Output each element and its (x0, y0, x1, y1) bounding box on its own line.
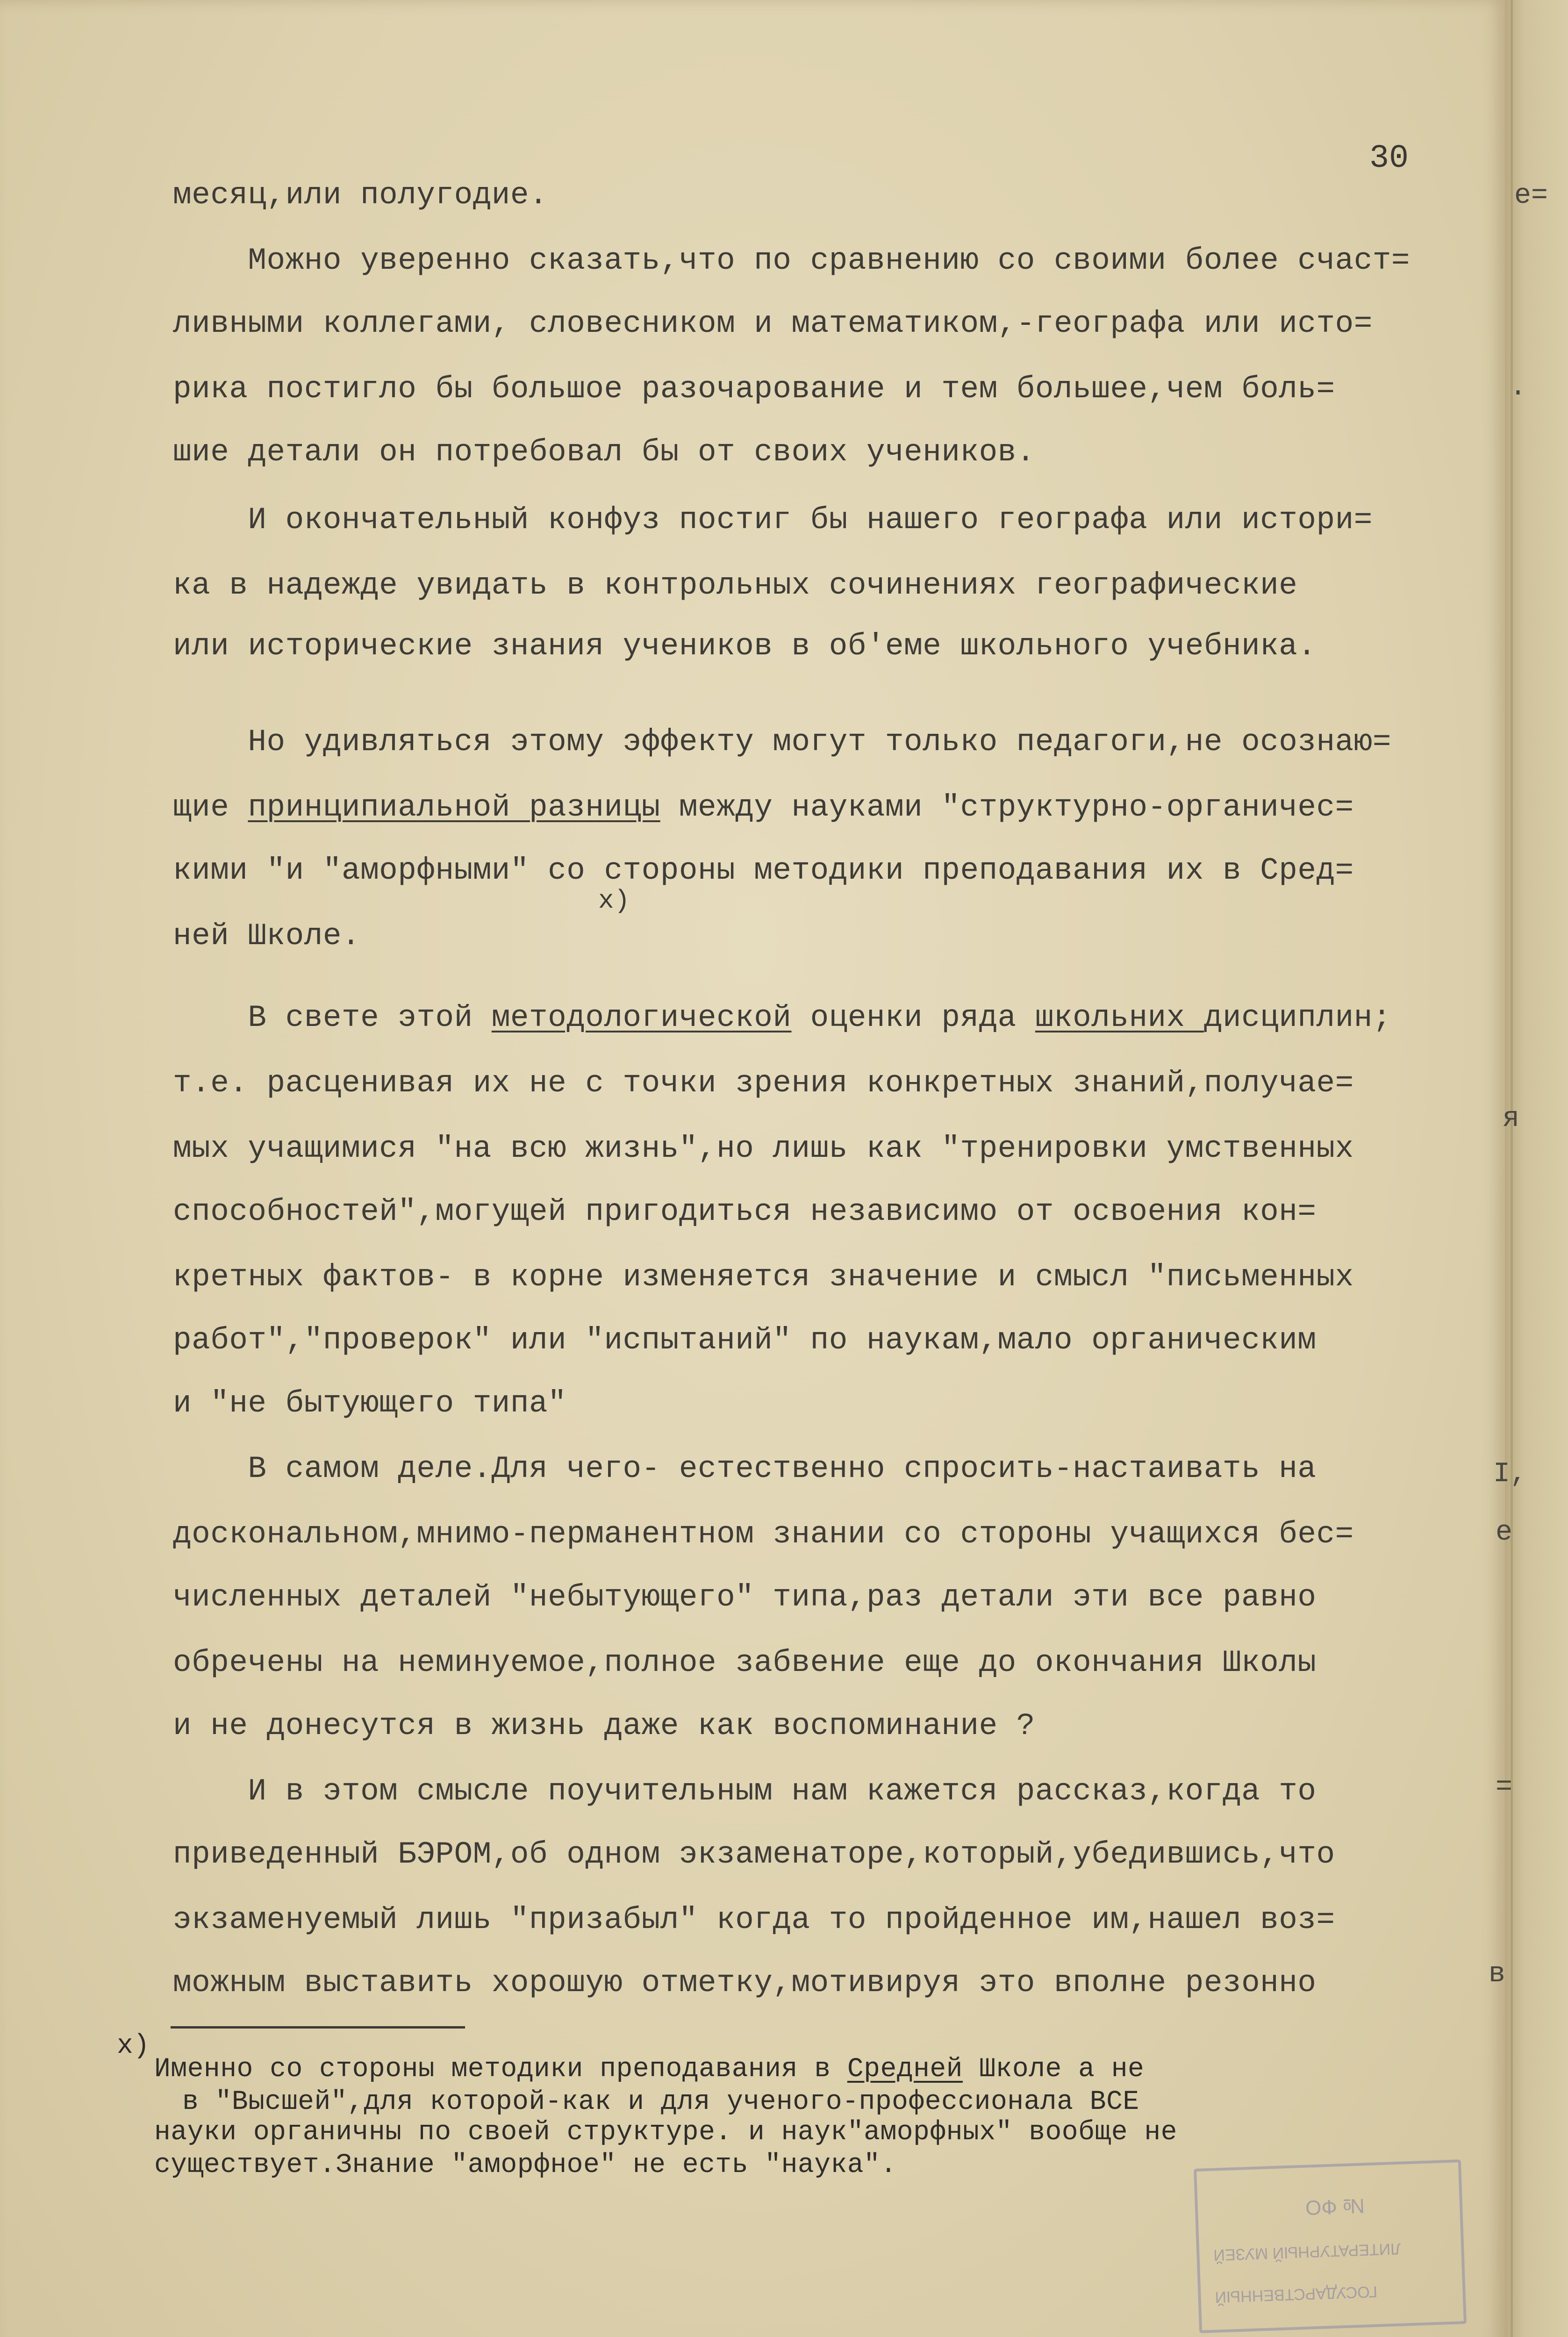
underlined-phrase: принципиальной разницы (248, 790, 660, 825)
text-line: ливными коллегами, словесником и математиком,-географа или исто= (173, 306, 1373, 341)
text-fragment: дисциплин; (1203, 1000, 1391, 1035)
text-line: шие детали он потребовал бы от своих учеников. (173, 435, 1035, 470)
text-fragment: Школе а не (962, 2054, 1145, 2085)
archive-stamp (1194, 2159, 1467, 2333)
text-line: Но удивляться этому эффекту могут только педагоги,не осознаю= (173, 724, 1391, 760)
text-line: кретных фактов- в корне изменяется значение и смысл "письменных (173, 1260, 1354, 1295)
page-edge-line (1511, 0, 1513, 2337)
footnote-line: существует.Знание "аморфное" не есть "наука". (154, 2150, 897, 2180)
text-line: ка в надежде увидать в контрольных сочинениях географические (173, 568, 1298, 603)
footnote-line: науки органичны по своей структуре. и наук"аморфных" вообще не (154, 2117, 1177, 2148)
text-line: т.е. расценивая их не с точки зрения конкретных знаний,получае= (173, 1066, 1354, 1101)
text-line: рика постигло бы большое разочарование и тем большее,чем боль= (173, 372, 1335, 407)
footnote-mark: x) (117, 2031, 150, 2061)
text-line: И окончательный конфуз постиг бы нашего географа или истори= (173, 502, 1373, 538)
text-line: ней Школе. (173, 918, 361, 953)
underlined-phrase: школьних (1035, 1000, 1204, 1035)
footnote-separator (171, 2026, 465, 2029)
text-fragment: между науками "структурно-органичес= (660, 790, 1354, 825)
text-line: обречены на неминуемое,полное забвение еще до окончания Школы (173, 1645, 1317, 1680)
text-line (173, 1000, 1391, 1035)
text-line: работ","проверок" или "испытаний" по наукам,мало органическим (173, 1323, 1317, 1358)
text-fragment: щие (173, 790, 248, 825)
text-line: мых учащимися "на всю жизнь",но лишь как "тренировки умственных (173, 1131, 1354, 1166)
text-line: экзаменуемый лишь "призабыл" когда то пройденное им,нашел воз= (173, 1902, 1335, 1937)
page-number: 30 (1369, 140, 1409, 177)
text-line: И в этом смысле поучительным нам кажется рассказ,когда то (173, 1774, 1317, 1809)
text-line: доскональном,мнимо-перманентном знании со стороны учащихся бес= (173, 1517, 1354, 1552)
text-line: кими "и "аморфными" со стороны методики преподавания их в Сред= (173, 853, 1354, 888)
text-line: и не донесутся в жизнь даже как воспоминание ? (173, 1708, 1035, 1743)
text-line: месяц,или полугодие. (173, 178, 548, 213)
underlined-phrase: Средней (847, 2054, 963, 2085)
text-line: численных деталей "небытующего" типа,раз детали эти все равно (173, 1580, 1317, 1615)
stamp-text: ЛИТЕРАТУРНЫЙ МУЗЕЙ (1213, 2239, 1401, 2264)
text-line: Можно уверенно сказать,что по сравнению со своими более счаст= (173, 243, 1410, 278)
text-line: или исторические знания учеников в об'еме школьного учебника. (173, 629, 1317, 664)
margin-fragment: . (1510, 372, 1527, 403)
stamp-text: ГОСУДАРСТВЕННЫЙ (1214, 2282, 1378, 2306)
text-line: В самом деле.Для чего- естественно спросить-настаивать на (173, 1451, 1317, 1486)
text-line (173, 790, 1354, 825)
text-line: можным выставить хорошую отметку,мотивируя это вполне резонно (173, 1965, 1317, 2000)
text-fragment: В свете этой (173, 1000, 492, 1035)
text-fragment: оценки ряда (791, 1000, 1035, 1035)
underlined-phrase: методологической (491, 1000, 792, 1035)
margin-fragment: I, (1493, 1458, 1527, 1490)
stamp-text: № ФО (1305, 2194, 1365, 2219)
text-fragment: Именно со стороны методики преподавания в (154, 2054, 847, 2085)
margin-fragment: в (1489, 1958, 1506, 1990)
adjacent-page-edge (1505, 0, 1568, 2337)
margin-fragment: = (1496, 1771, 1513, 1803)
margin-fragment: е= (1514, 180, 1548, 212)
text-line: приведенный БЭРОМ,об одном экзаменаторе,который,убедившись,что (173, 1837, 1335, 1872)
text-line: и "не бытующего типа" (173, 1386, 567, 1421)
footnote-reference-mark: x) (598, 886, 630, 916)
text-line: способностей",могущей пригодиться независимо от освоения кон= (173, 1194, 1317, 1229)
footnote-line: в "Высшей",для которой-как и для ученого-профессионала ВСЕ (182, 2087, 1139, 2117)
margin-fragment: я (1503, 1103, 1520, 1135)
footnote-line (154, 2054, 1144, 2085)
margin-fragment: е (1496, 1517, 1513, 1548)
